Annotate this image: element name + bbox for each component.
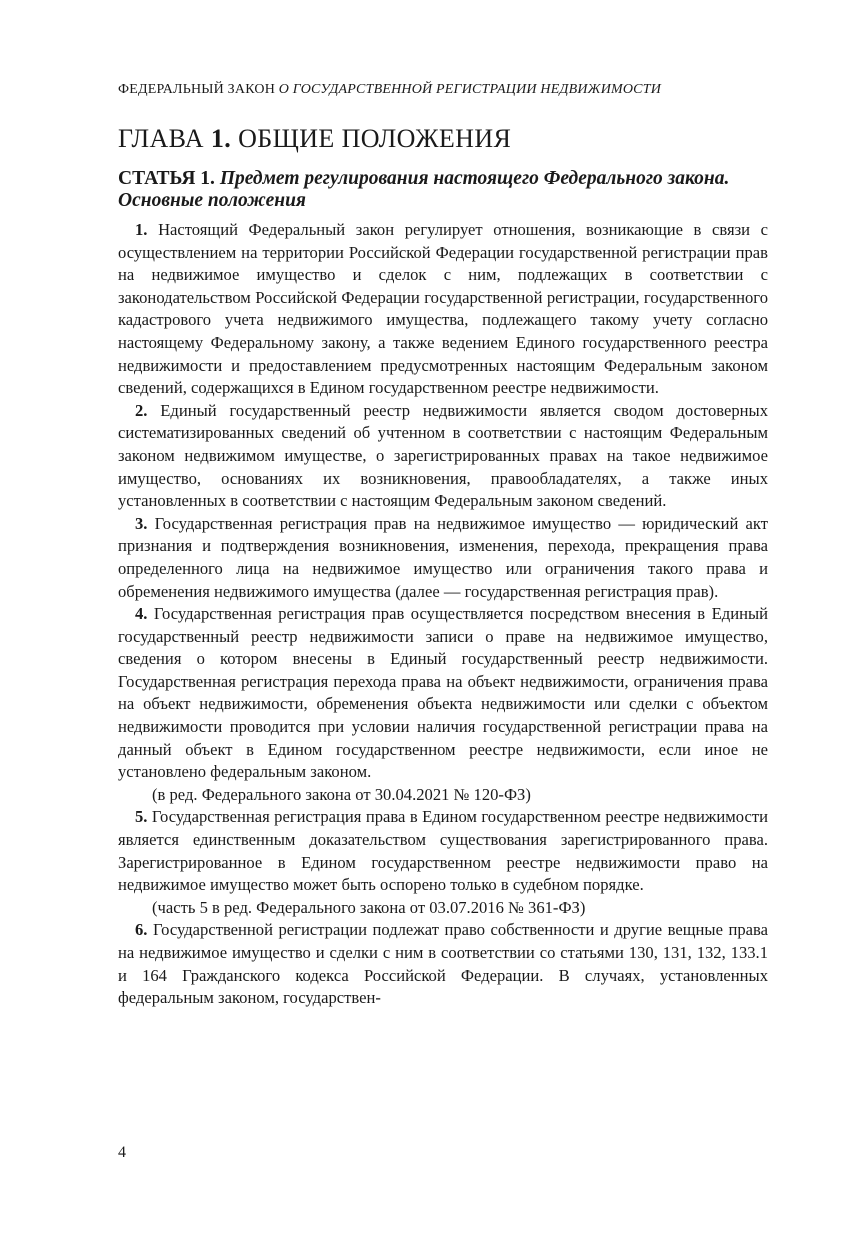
- paragraph-text: Единый государственный реестр недвижимости является сводом достоверных систематизированных сведений об учтенном в соответствии с настоящим Федеральным законом недвижимом имуществе, о зарегистрированных правах на такое недвижимое имущество, основаниях их возникновения, правообладателях, а также иных установленных в соответствии с настоящим Федеральным законом сведений.: [118, 400, 768, 511]
- chapter-number: 1.: [210, 124, 232, 153]
- article-label: СТАТЬЯ 1.: [118, 168, 215, 189]
- paragraph-5: [118, 806, 768, 896]
- paragraph-text: Государственная регистрация прав осуществляется посредством внесения в Единый государственный реестр недвижимости записи о праве на недвижимое имущество, сведения о котором внесены в Единый государственный реестр недвижимости. Государственная регистрация перехода права на объект недвижимости, ограничения права на объект недвижимости, обременения объекта недвижимости или сделки с объектом недвижимости проводится при условии наличия государственной регистрации права на данный объект в Едином государственном реестре недвижимости, если иное не установлено федеральным законом.: [118, 604, 768, 782]
- paragraph-text: Государственная регистрация прав на недвижимое имущество — юридический акт признания и подтверждения возникновения, изменения, перехода, прекращения права определенного лица на недвижимое имущество или ограничения такого права и обременения недвижимого имущества (далее — государственная регистрация прав).: [118, 513, 768, 601]
- paragraph-number: 2.: [135, 400, 148, 420]
- paragraph-number: 5.: [135, 807, 148, 827]
- paragraph-1: [118, 219, 768, 400]
- article-title: [118, 168, 768, 212]
- paragraph-4: [118, 603, 768, 784]
- paragraph-number: 3.: [135, 513, 148, 533]
- chapter-label: ГЛАВА: [118, 124, 204, 153]
- page-number: 4: [118, 1144, 126, 1161]
- running-head-title: О ГОСУДАРСТВЕННОЙ РЕГИСТРАЦИИ НЕДВИЖИМОСТИ: [278, 82, 662, 97]
- amendment-note: (в ред. Федерального закона от 30.04.2021 № 120-ФЗ): [152, 784, 531, 804]
- chapter-name: ОБЩИЕ ПОЛОЖЕНИЯ: [238, 124, 512, 153]
- running-head-prefix: ФЕДЕРАЛЬНЫЙ ЗАКОН: [118, 82, 276, 97]
- paragraph-text: Государственной регистрации подлежат право собственности и другие вещные права на недвижимое имущество и сделки с ним в соответствии со статьями 130, 131, 132, 133.1 и 164 Гражданского кодекса Российской Федерации. В случаях, установленных федеральным законом, государствен-: [118, 920, 768, 1008]
- paragraph-2: [118, 400, 768, 513]
- chapter-title: [118, 123, 768, 155]
- article-body: [118, 219, 768, 1010]
- paragraph-number: 1.: [135, 220, 148, 239]
- amendment-note: (часть 5 в ред. Федерального закона от 03.07.2016 № 361-ФЗ): [152, 897, 586, 917]
- article-name: Предмет регулирования настоящего Федерального закона. Основные положения: [118, 168, 730, 211]
- running-head: [118, 81, 758, 99]
- paragraph-6: [118, 919, 768, 1009]
- paragraph-number: 4.: [135, 604, 148, 624]
- paragraph-text: Настоящий Федеральный закон регулирует отношения, возникающие в связи с осуществлением на территории Российской Федерации государственной регистрации прав на недвижимое имущество и сделок с ним, подлежащих в соответствии с законодательством Российской Федерации государственной регистрации, государственного кадастрового учета недвижимого имущества, подлежащего такому учету согласно настоящему Федеральному закону, а также ведением Единого государственного реестра недвижимости и предоставлением предусмотренных настоящим Федеральным законом сведений, содержащихся в Едином государственном реестре недвижимости.: [118, 220, 769, 398]
- paragraph-3: [118, 513, 768, 603]
- paragraph-text: Государственная регистрация права в Едином государственном реестре недвижимости является единственным доказательством существования зарегистрированного права. Зарегистрированное в Едином государственном реестре недвижимости право на недвижимое имущество может быть оспорено только в судебном порядке.: [118, 807, 768, 895]
- paragraph-number: 6.: [135, 920, 148, 940]
